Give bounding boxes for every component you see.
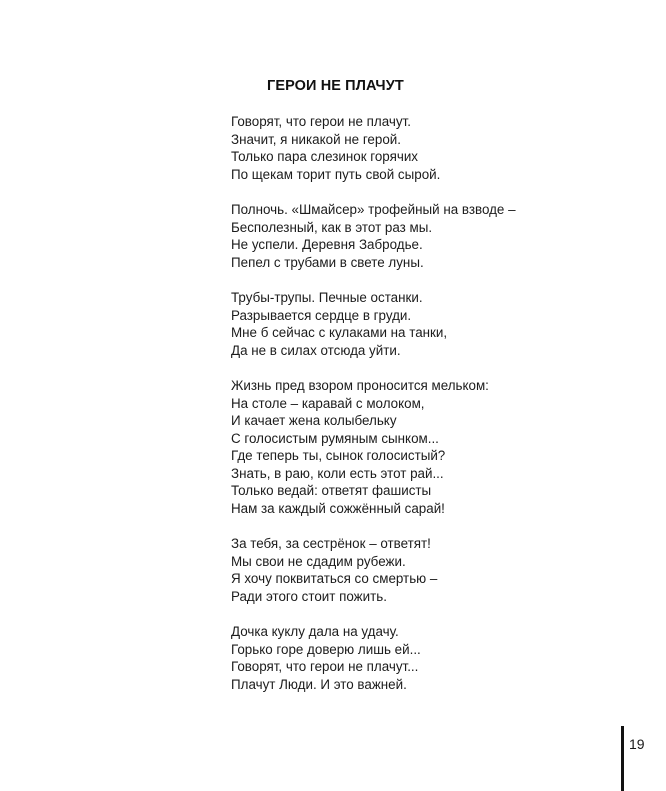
- poem-line: На столе – каравай с молоком,: [231, 395, 425, 411]
- poem-line: Дочка куклу дала на удачу.: [231, 624, 399, 640]
- poem-title: ГЕРОИ НЕ ПЛАЧУТ: [267, 78, 404, 94]
- poem-line: Плачут Люди. И это важней.: [231, 677, 407, 692]
- stanza-4: [231, 377, 611, 518]
- poem-body: [231, 113, 611, 711]
- stanza-5: [231, 535, 611, 605]
- poem-line: С голосистым румяным сынком...: [231, 430, 439, 446]
- stanza-2: [231, 201, 611, 271]
- stanza-1: [231, 113, 611, 183]
- poem-line: Пепел с трубами в свете луны.: [231, 254, 424, 270]
- poem-line: Мы свои не сдадим рубежи.: [231, 553, 406, 569]
- page-number: 19: [629, 736, 645, 752]
- poem-line: Мне б сейчас с кулаками на танки,: [231, 325, 448, 341]
- poem-line: Значит, я никакой не герой.: [231, 131, 401, 147]
- stanza-3: [231, 289, 611, 359]
- stanza-6: [231, 623, 611, 693]
- poem-line: Только пара слезинок горячих: [231, 149, 419, 165]
- poem-line: Где теперь ты, сынок голосистый?: [231, 448, 446, 464]
- poem-line: Только ведай: ответят фашисты: [231, 483, 432, 499]
- poem-line: Знать, в раю, коли есть этот рай...: [231, 465, 444, 481]
- poem-line: Говорят, что герои не плачут.: [231, 114, 411, 129]
- page-edge-rule: [621, 726, 624, 791]
- poem-line: Нам за каждый сожжённый сарай!: [231, 501, 445, 517]
- poem-line: Я хочу поквитаться со смертью –: [231, 571, 438, 587]
- poem-line: Говорят, что герои не плачут...: [231, 659, 419, 675]
- poem-line: Разрывается сердце в груди.: [231, 307, 412, 323]
- poem-line: Бесполезный, как в этот раз мы.: [231, 219, 433, 235]
- poem-line: И качает жена колыбельку: [231, 413, 397, 429]
- poem-line: Полночь. «Шмайсер» трофейный на взводе –: [231, 201, 516, 217]
- poem-line: Не успели. Деревня Забродье.: [231, 237, 423, 253]
- poem-line: Трубы-трупы. Печные останки.: [231, 289, 423, 305]
- poem-line: За тебя, за сестрёнок – ответят!: [231, 536, 431, 552]
- poem-line: Да не в силах отсюда уйти.: [231, 342, 401, 358]
- poem-line: Ради этого стоит пожить.: [231, 589, 387, 605]
- poem-line: Горько горе доверю лишь ей...: [231, 641, 421, 657]
- poem-line: По щекам торит путь свой сырой.: [231, 166, 441, 182]
- poem-line: Жизнь пред взором проносится мельком:: [231, 377, 489, 393]
